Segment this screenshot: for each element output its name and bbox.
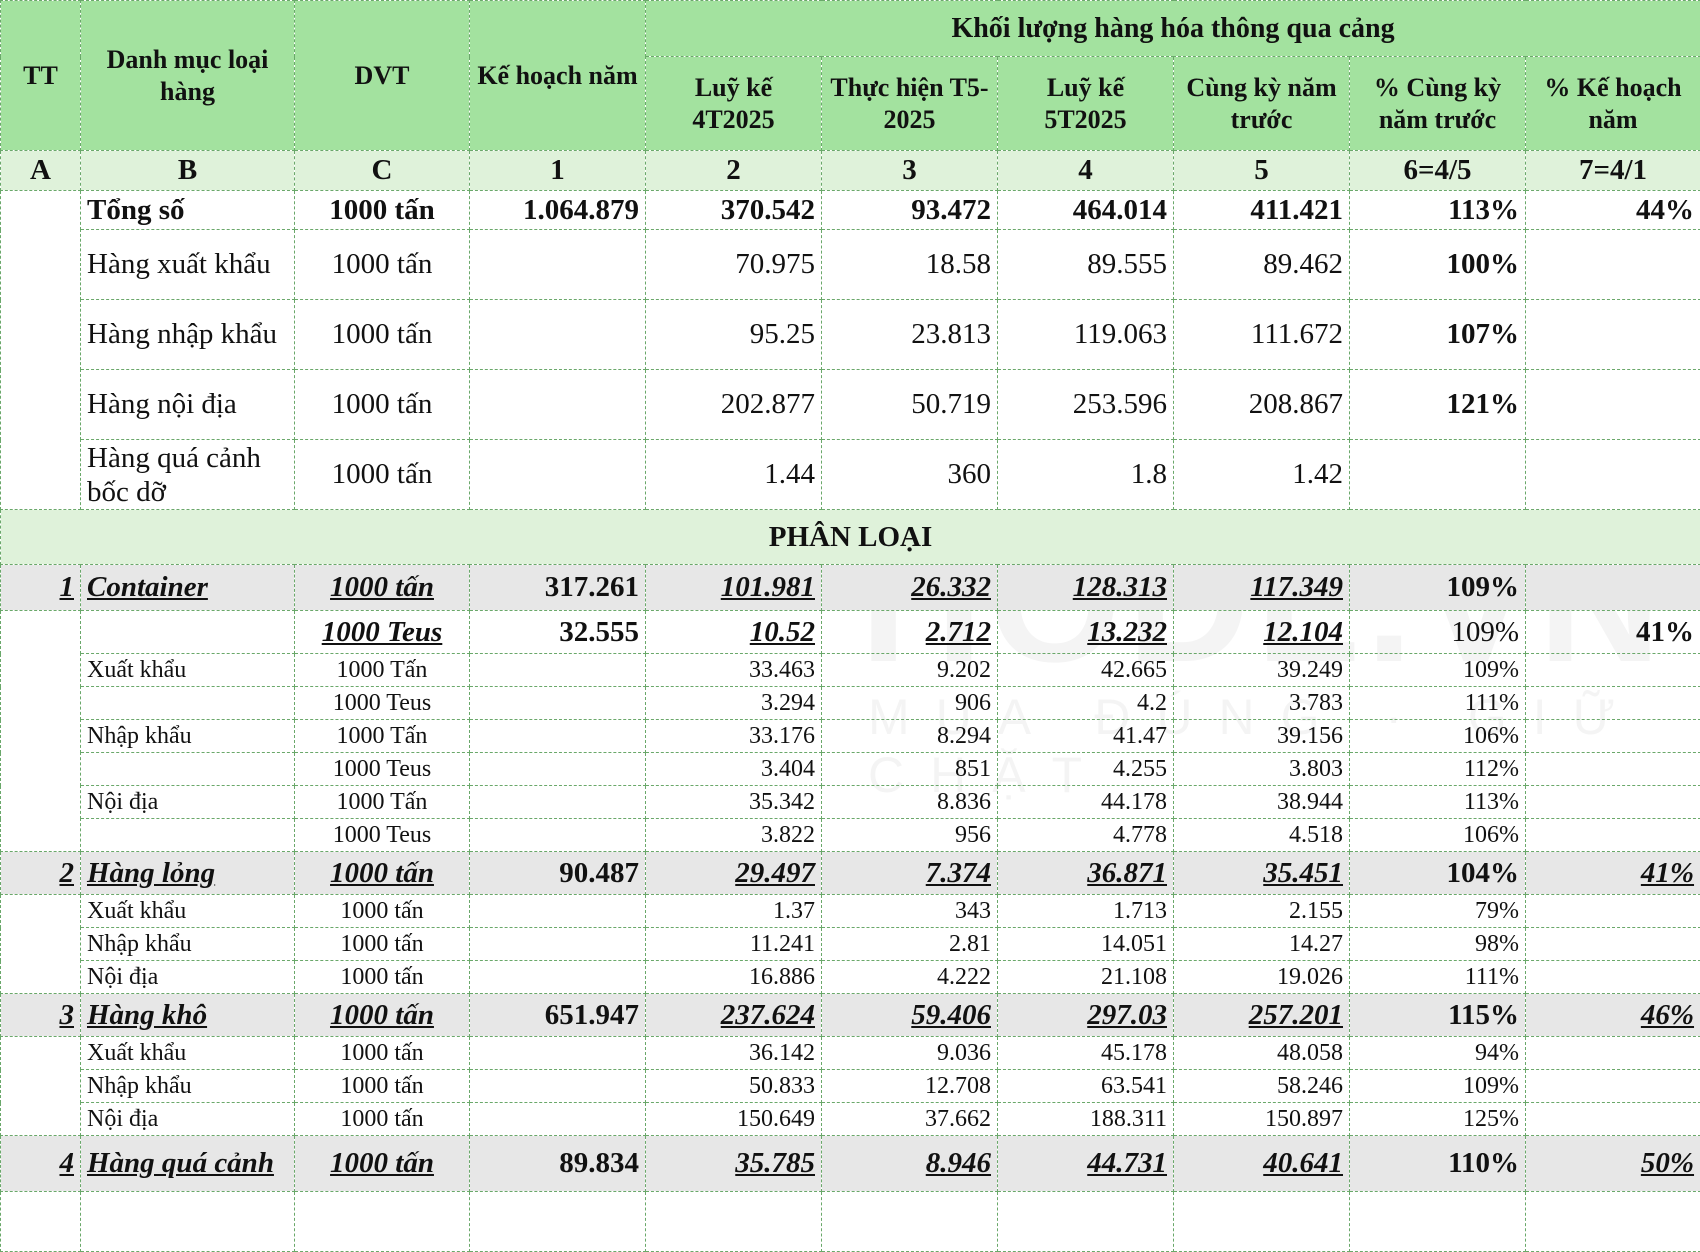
row-p6[interactable]: 109% [1350, 654, 1526, 687]
row-v3[interactable]: 23.813 [822, 300, 998, 370]
row-p6[interactable]: 94% [1350, 1037, 1526, 1070]
empty-cell[interactable] [998, 1192, 1174, 1252]
row-p6[interactable]: 109% [1350, 1070, 1526, 1103]
row-v4[interactable]: 4.778 [998, 819, 1174, 852]
row-v4[interactable]: 41.47 [998, 720, 1174, 753]
row-plan[interactable] [470, 720, 646, 753]
label-cell[interactable]: 5 [1174, 151, 1350, 191]
row-p7[interactable] [1526, 440, 1700, 510]
row-v2[interactable]: 202.877 [646, 370, 822, 440]
blank-row [1, 1192, 1700, 1252]
row-p7[interactable]: 41% [1526, 611, 1700, 654]
row-v2[interactable]: 150.649 [646, 1103, 822, 1136]
row-plan[interactable] [470, 819, 646, 852]
detail-row [1, 687, 1700, 720]
row-name[interactable]: Xuất khẩu [81, 895, 295, 928]
row-p6[interactable]: 113% [1350, 191, 1526, 230]
row-v5[interactable]: 150.897 [1174, 1103, 1350, 1136]
empty-cell[interactable] [470, 1192, 646, 1252]
row-plan[interactable] [470, 654, 646, 687]
row-v3[interactable]: 4.222 [822, 961, 998, 994]
row-unit[interactable]: 1000 tấn [295, 994, 470, 1037]
row-v3[interactable]: 906 [822, 687, 998, 720]
row-name[interactable]: Hàng xuất khẩu [81, 230, 295, 300]
row-v2[interactable]: 3.294 [646, 687, 822, 720]
row-p7[interactable] [1526, 1103, 1700, 1136]
summary-tt-cell[interactable] [1, 191, 81, 510]
row-v3[interactable]: 343 [822, 895, 998, 928]
row-v3[interactable]: 37.662 [822, 1103, 998, 1136]
dry-row [1, 994, 1700, 1037]
row-name[interactable]: Hàng nội địa [81, 370, 295, 440]
row-p6[interactable]: 98% [1350, 928, 1526, 961]
summary-row [1, 370, 1700, 440]
row-v4[interactable]: 14.051 [998, 928, 1174, 961]
row-v3[interactable]: 26.332 [822, 565, 998, 611]
row-plan[interactable] [470, 895, 646, 928]
row-v2[interactable]: 370.542 [646, 191, 822, 230]
row-v5[interactable]: 38.944 [1174, 786, 1350, 819]
row-plan[interactable] [470, 1070, 646, 1103]
header-col-6[interactable]: % Cùng kỳ năm trước [1350, 57, 1526, 151]
summary-row [1, 230, 1700, 300]
row-plan[interactable] [470, 1037, 646, 1070]
section-title[interactable]: PHÂN LOẠI [1, 510, 1700, 565]
row-name[interactable]: Nhập khẩu [81, 1070, 295, 1103]
row-v4[interactable]: 45.178 [998, 1037, 1174, 1070]
row-p7[interactable] [1526, 720, 1700, 753]
row-p7[interactable] [1526, 1070, 1700, 1103]
row-unit[interactable]: 1000 Teus [295, 753, 470, 786]
detail-row [1, 753, 1700, 786]
row-plan[interactable] [470, 961, 646, 994]
row-v3[interactable]: 8.836 [822, 786, 998, 819]
row-v2[interactable]: 11.241 [646, 928, 822, 961]
row-name[interactable]: Xuất khẩu [81, 654, 295, 687]
row-p7[interactable]: 46% [1526, 994, 1700, 1037]
section-row [1, 510, 1700, 565]
row-v3[interactable]: 93.472 [822, 191, 998, 230]
detail-row [1, 1103, 1700, 1136]
row-name[interactable]: Nhập khẩu [81, 720, 295, 753]
empty-cell[interactable] [1350, 1192, 1526, 1252]
row-p6[interactable]: 104% [1350, 852, 1526, 895]
detail-row [1, 928, 1700, 961]
label-cell[interactable]: 7=4/1 [1526, 151, 1700, 191]
label-cell[interactable]: 4 [998, 151, 1174, 191]
row-v5[interactable]: 35.451 [1174, 852, 1350, 895]
row-unit[interactable]: 1000 Tấn [295, 654, 470, 687]
row-v4[interactable]: 36.871 [998, 852, 1174, 895]
row-v5[interactable]: 58.246 [1174, 1070, 1350, 1103]
row-v4[interactable]: 464.014 [998, 191, 1174, 230]
header-col-5[interactable]: Cùng kỳ năm trước [1174, 57, 1350, 151]
transit-row [1, 1136, 1700, 1192]
empty-cell[interactable] [81, 1192, 295, 1252]
label-cell[interactable]: 3 [822, 151, 998, 191]
row-tt[interactable]: 3 [1, 994, 81, 1037]
row-v2[interactable]: 10.52 [646, 611, 822, 654]
row-unit[interactable]: 1000 tấn [295, 300, 470, 370]
row-v3[interactable]: 956 [822, 819, 998, 852]
row-v3[interactable]: 8.946 [822, 1136, 998, 1192]
row-plan[interactable]: 89.834 [470, 1136, 646, 1192]
row-p7[interactable] [1526, 961, 1700, 994]
row-p6[interactable]: 109% [1350, 565, 1526, 611]
detail-row [1, 1070, 1700, 1103]
row-unit[interactable]: 1000 Tấn [295, 720, 470, 753]
row-unit[interactable]: 1000 tấn [295, 1070, 470, 1103]
row-unit[interactable]: 1000 Tấn [295, 786, 470, 819]
header-tt[interactable]: TT [1, 1, 81, 151]
row-unit[interactable]: 1000 tấn [295, 370, 470, 440]
row-unit[interactable]: 1000 Teus [295, 611, 470, 654]
detail-row [1, 895, 1700, 928]
row-v5[interactable]: 111.672 [1174, 300, 1350, 370]
row-plan[interactable] [470, 928, 646, 961]
row-name[interactable]: Nhập khẩu [81, 928, 295, 961]
row-v4[interactable]: 188.311 [998, 1103, 1174, 1136]
row-name[interactable]: Container [81, 565, 295, 611]
row-plan[interactable] [470, 786, 646, 819]
row-v5[interactable]: 39.249 [1174, 654, 1350, 687]
row-p7[interactable] [1526, 928, 1700, 961]
row-v2[interactable]: 50.833 [646, 1070, 822, 1103]
row-p7[interactable]: 41% [1526, 852, 1700, 895]
empty-cell[interactable] [1, 1192, 81, 1252]
row-v4[interactable]: 63.541 [998, 1070, 1174, 1103]
row-plan[interactable]: 32.555 [470, 611, 646, 654]
header-col-3[interactable]: Thực hiện T5-2025 [822, 57, 998, 151]
row-p7[interactable] [1526, 819, 1700, 852]
row-name[interactable] [81, 819, 295, 852]
row-v2[interactable]: 16.886 [646, 961, 822, 994]
row-v5[interactable]: 14.27 [1174, 928, 1350, 961]
detail-row [1, 720, 1700, 753]
row-v3[interactable]: 8.294 [822, 720, 998, 753]
row-p6[interactable]: 79% [1350, 895, 1526, 928]
row-p7[interactable] [1526, 300, 1700, 370]
row-plan[interactable] [470, 687, 646, 720]
label-cell[interactable]: 2 [646, 151, 822, 191]
summary-total-row [1, 191, 1700, 230]
row-plan[interactable]: 1.064.879 [470, 191, 646, 230]
row-p7[interactable] [1526, 565, 1700, 611]
row-tt[interactable]: 1 [1, 565, 81, 611]
header-unit[interactable]: DVT [295, 1, 470, 151]
row-v3[interactable]: 50.719 [822, 370, 998, 440]
row-tt[interactable] [1, 895, 81, 994]
row-v2[interactable]: 237.624 [646, 994, 822, 1037]
header-category[interactable]: Danh mục loại hàng [81, 1, 295, 151]
label-cell[interactable]: 1 [470, 151, 646, 191]
row-name[interactable]: Hàng khô [81, 994, 295, 1037]
header-col-7[interactable]: % Kế hoạch năm [1526, 57, 1700, 151]
row-unit[interactable]: 1000 tấn [295, 565, 470, 611]
empty-cell[interactable] [822, 1192, 998, 1252]
row-name[interactable]: Hàng quá cảnh bốc dỡ [81, 440, 295, 510]
row-v3[interactable]: 360 [822, 440, 998, 510]
row-p7[interactable] [1526, 786, 1700, 819]
row-p7[interactable] [1526, 230, 1700, 300]
row-v4[interactable]: 1.8 [998, 440, 1174, 510]
row-v3[interactable]: 7.374 [822, 852, 998, 895]
row-p6[interactable]: 106% [1350, 819, 1526, 852]
summary-row [1, 440, 1700, 510]
summary-row [1, 300, 1700, 370]
header-group-title[interactable]: Khối lượng hàng hóa thông qua cảng [646, 1, 1700, 57]
row-unit[interactable]: 1000 Teus [295, 819, 470, 852]
row-v4[interactable]: 44.731 [998, 1136, 1174, 1192]
row-v4[interactable]: 4.2 [998, 687, 1174, 720]
row-name[interactable] [81, 611, 295, 654]
row-v5[interactable]: 3.783 [1174, 687, 1350, 720]
row-v5[interactable]: 1.42 [1174, 440, 1350, 510]
row-v5[interactable]: 117.349 [1174, 565, 1350, 611]
row-p6[interactable]: 111% [1350, 687, 1526, 720]
row-p6[interactable]: 109% [1350, 611, 1526, 654]
label-cell[interactable]: A [1, 151, 81, 191]
row-name[interactable] [81, 753, 295, 786]
liquid-row [1, 852, 1700, 895]
container-tons-row [1, 565, 1700, 611]
row-v2[interactable]: 1.44 [646, 440, 822, 510]
row-v2[interactable]: 1.37 [646, 895, 822, 928]
row-name[interactable]: Tổng số [81, 191, 295, 230]
row-name[interactable]: Nội địa [81, 786, 295, 819]
row-v5[interactable]: 4.518 [1174, 819, 1350, 852]
row-v4[interactable]: 297.03 [998, 994, 1174, 1037]
row-v4[interactable]: 1.713 [998, 895, 1174, 928]
detail-row [1, 1037, 1700, 1070]
row-p7[interactable] [1526, 654, 1700, 687]
row-unit[interactable]: 1000 tấn [295, 928, 470, 961]
row-v5[interactable]: 12.104 [1174, 611, 1350, 654]
row-plan[interactable] [470, 230, 646, 300]
empty-cell[interactable] [646, 1192, 822, 1252]
row-p6[interactable]: 125% [1350, 1103, 1526, 1136]
row-v2[interactable]: 33.463 [646, 654, 822, 687]
row-plan[interactable]: 90.487 [470, 852, 646, 895]
row-p7[interactable] [1526, 895, 1700, 928]
row-v3[interactable]: 2.712 [822, 611, 998, 654]
row-v5[interactable]: 39.156 [1174, 720, 1350, 753]
row-p7[interactable] [1526, 1037, 1700, 1070]
row-plan[interactable] [470, 1103, 646, 1136]
row-p7[interactable] [1526, 687, 1700, 720]
empty-cell[interactable] [1526, 1192, 1700, 1252]
label-cell[interactable]: 6=4/5 [1350, 151, 1526, 191]
row-v3[interactable]: 18.58 [822, 230, 998, 300]
row-v2[interactable]: 35.342 [646, 786, 822, 819]
row-plan[interactable] [470, 753, 646, 786]
row-v5[interactable]: 2.155 [1174, 895, 1350, 928]
header-row-1 [1, 1, 1700, 57]
row-v5[interactable]: 19.026 [1174, 961, 1350, 994]
row-unit[interactable]: 1000 tấn [295, 440, 470, 510]
row-v5[interactable]: 40.641 [1174, 1136, 1350, 1192]
row-tt[interactable]: 2 [1, 852, 81, 895]
row-p6[interactable]: 113% [1350, 786, 1526, 819]
row-p7[interactable]: 50% [1526, 1136, 1700, 1192]
row-p7[interactable] [1526, 753, 1700, 786]
row-name[interactable] [81, 687, 295, 720]
row-p6[interactable]: 111% [1350, 961, 1526, 994]
row-unit[interactable]: 1000 tấn [295, 1103, 470, 1136]
row-unit[interactable]: 1000 tấn [295, 895, 470, 928]
header-col-4[interactable]: Luỹ kế 5T2025 [998, 57, 1174, 151]
row-tt[interactable] [1, 611, 81, 852]
row-p6[interactable]: 112% [1350, 753, 1526, 786]
row-name[interactable]: Hàng nhập khẩu [81, 300, 295, 370]
label-row [1, 151, 1700, 191]
row-p6[interactable]: 115% [1350, 994, 1526, 1037]
row-v2[interactable]: 70.975 [646, 230, 822, 300]
row-v4[interactable]: 128.313 [998, 565, 1174, 611]
row-p7[interactable] [1526, 370, 1700, 440]
row-p6[interactable]: 100% [1350, 230, 1526, 300]
row-v3[interactable]: 59.406 [822, 994, 998, 1037]
row-v3[interactable]: 2.81 [822, 928, 998, 961]
row-v3[interactable]: 851 [822, 753, 998, 786]
row-v2[interactable]: 29.497 [646, 852, 822, 895]
row-name[interactable]: Hàng quá cảnh [81, 1136, 295, 1192]
row-v4[interactable]: 44.178 [998, 786, 1174, 819]
row-unit[interactable]: 1000 tấn [295, 230, 470, 300]
row-v5[interactable]: 48.058 [1174, 1037, 1350, 1070]
row-unit[interactable]: 1000 tấn [295, 1136, 470, 1192]
row-p6[interactable]: 110% [1350, 1136, 1526, 1192]
row-v4[interactable]: 89.555 [998, 230, 1174, 300]
row-unit[interactable]: 1000 tấn [295, 1037, 470, 1070]
row-name[interactable]: Nội địa [81, 961, 295, 994]
empty-cell[interactable] [1174, 1192, 1350, 1252]
label-cell[interactable]: B [81, 151, 295, 191]
row-plan[interactable] [470, 300, 646, 370]
row-v3[interactable]: 9.036 [822, 1037, 998, 1070]
row-v5[interactable]: 89.462 [1174, 230, 1350, 300]
container-teus-row [1, 611, 1700, 654]
row-v4[interactable]: 42.665 [998, 654, 1174, 687]
row-p6[interactable]: 107% [1350, 300, 1526, 370]
row-plan[interactable]: 317.261 [470, 565, 646, 611]
header-plan[interactable]: Kế hoạch năm [470, 1, 646, 151]
row-tt[interactable] [1, 1037, 81, 1136]
row-unit[interactable]: 1000 Teus [295, 687, 470, 720]
row-name[interactable]: Nội địa [81, 1103, 295, 1136]
row-v5[interactable]: 3.803 [1174, 753, 1350, 786]
row-p6[interactable] [1350, 440, 1526, 510]
row-v4[interactable]: 253.596 [998, 370, 1174, 440]
row-plan[interactable]: 651.947 [470, 994, 646, 1037]
row-v2[interactable]: 3.404 [646, 753, 822, 786]
row-v2[interactable]: 101.981 [646, 565, 822, 611]
label-cell[interactable]: C [295, 151, 470, 191]
row-unit[interactable]: 1000 tấn [295, 191, 470, 230]
row-v3[interactable]: 12.708 [822, 1070, 998, 1103]
row-v5[interactable]: 208.867 [1174, 370, 1350, 440]
row-name[interactable]: Xuất khẩu [81, 1037, 295, 1070]
row-v4[interactable]: 21.108 [998, 961, 1174, 994]
row-unit[interactable]: 1000 tấn [295, 852, 470, 895]
detail-row [1, 961, 1700, 994]
row-v2[interactable]: 36.142 [646, 1037, 822, 1070]
row-plan[interactable] [470, 440, 646, 510]
row-v5[interactable]: 411.421 [1174, 191, 1350, 230]
detail-row [1, 654, 1700, 687]
detail-row [1, 819, 1700, 852]
row-tt[interactable]: 4 [1, 1136, 81, 1192]
row-v2[interactable]: 95.25 [646, 300, 822, 370]
row-p6[interactable]: 121% [1350, 370, 1526, 440]
row-p6[interactable]: 106% [1350, 720, 1526, 753]
row-plan[interactable] [470, 370, 646, 440]
row-name[interactable]: Hàng lỏng [81, 852, 295, 895]
detail-row [1, 786, 1700, 819]
row-v2[interactable]: 33.176 [646, 720, 822, 753]
row-v5[interactable]: 257.201 [1174, 994, 1350, 1037]
header-col-2[interactable]: Luỹ kế 4T2025 [646, 57, 822, 151]
row-v4[interactable]: 119.063 [998, 300, 1174, 370]
row-p7[interactable]: 44% [1526, 191, 1700, 230]
row-v4[interactable]: 13.232 [998, 611, 1174, 654]
empty-cell[interactable] [295, 1192, 470, 1252]
row-v3[interactable]: 9.202 [822, 654, 998, 687]
row-unit[interactable]: 1000 tấn [295, 961, 470, 994]
row-v2[interactable]: 35.785 [646, 1136, 822, 1192]
row-v4[interactable]: 4.255 [998, 753, 1174, 786]
row-v2[interactable]: 3.822 [646, 819, 822, 852]
